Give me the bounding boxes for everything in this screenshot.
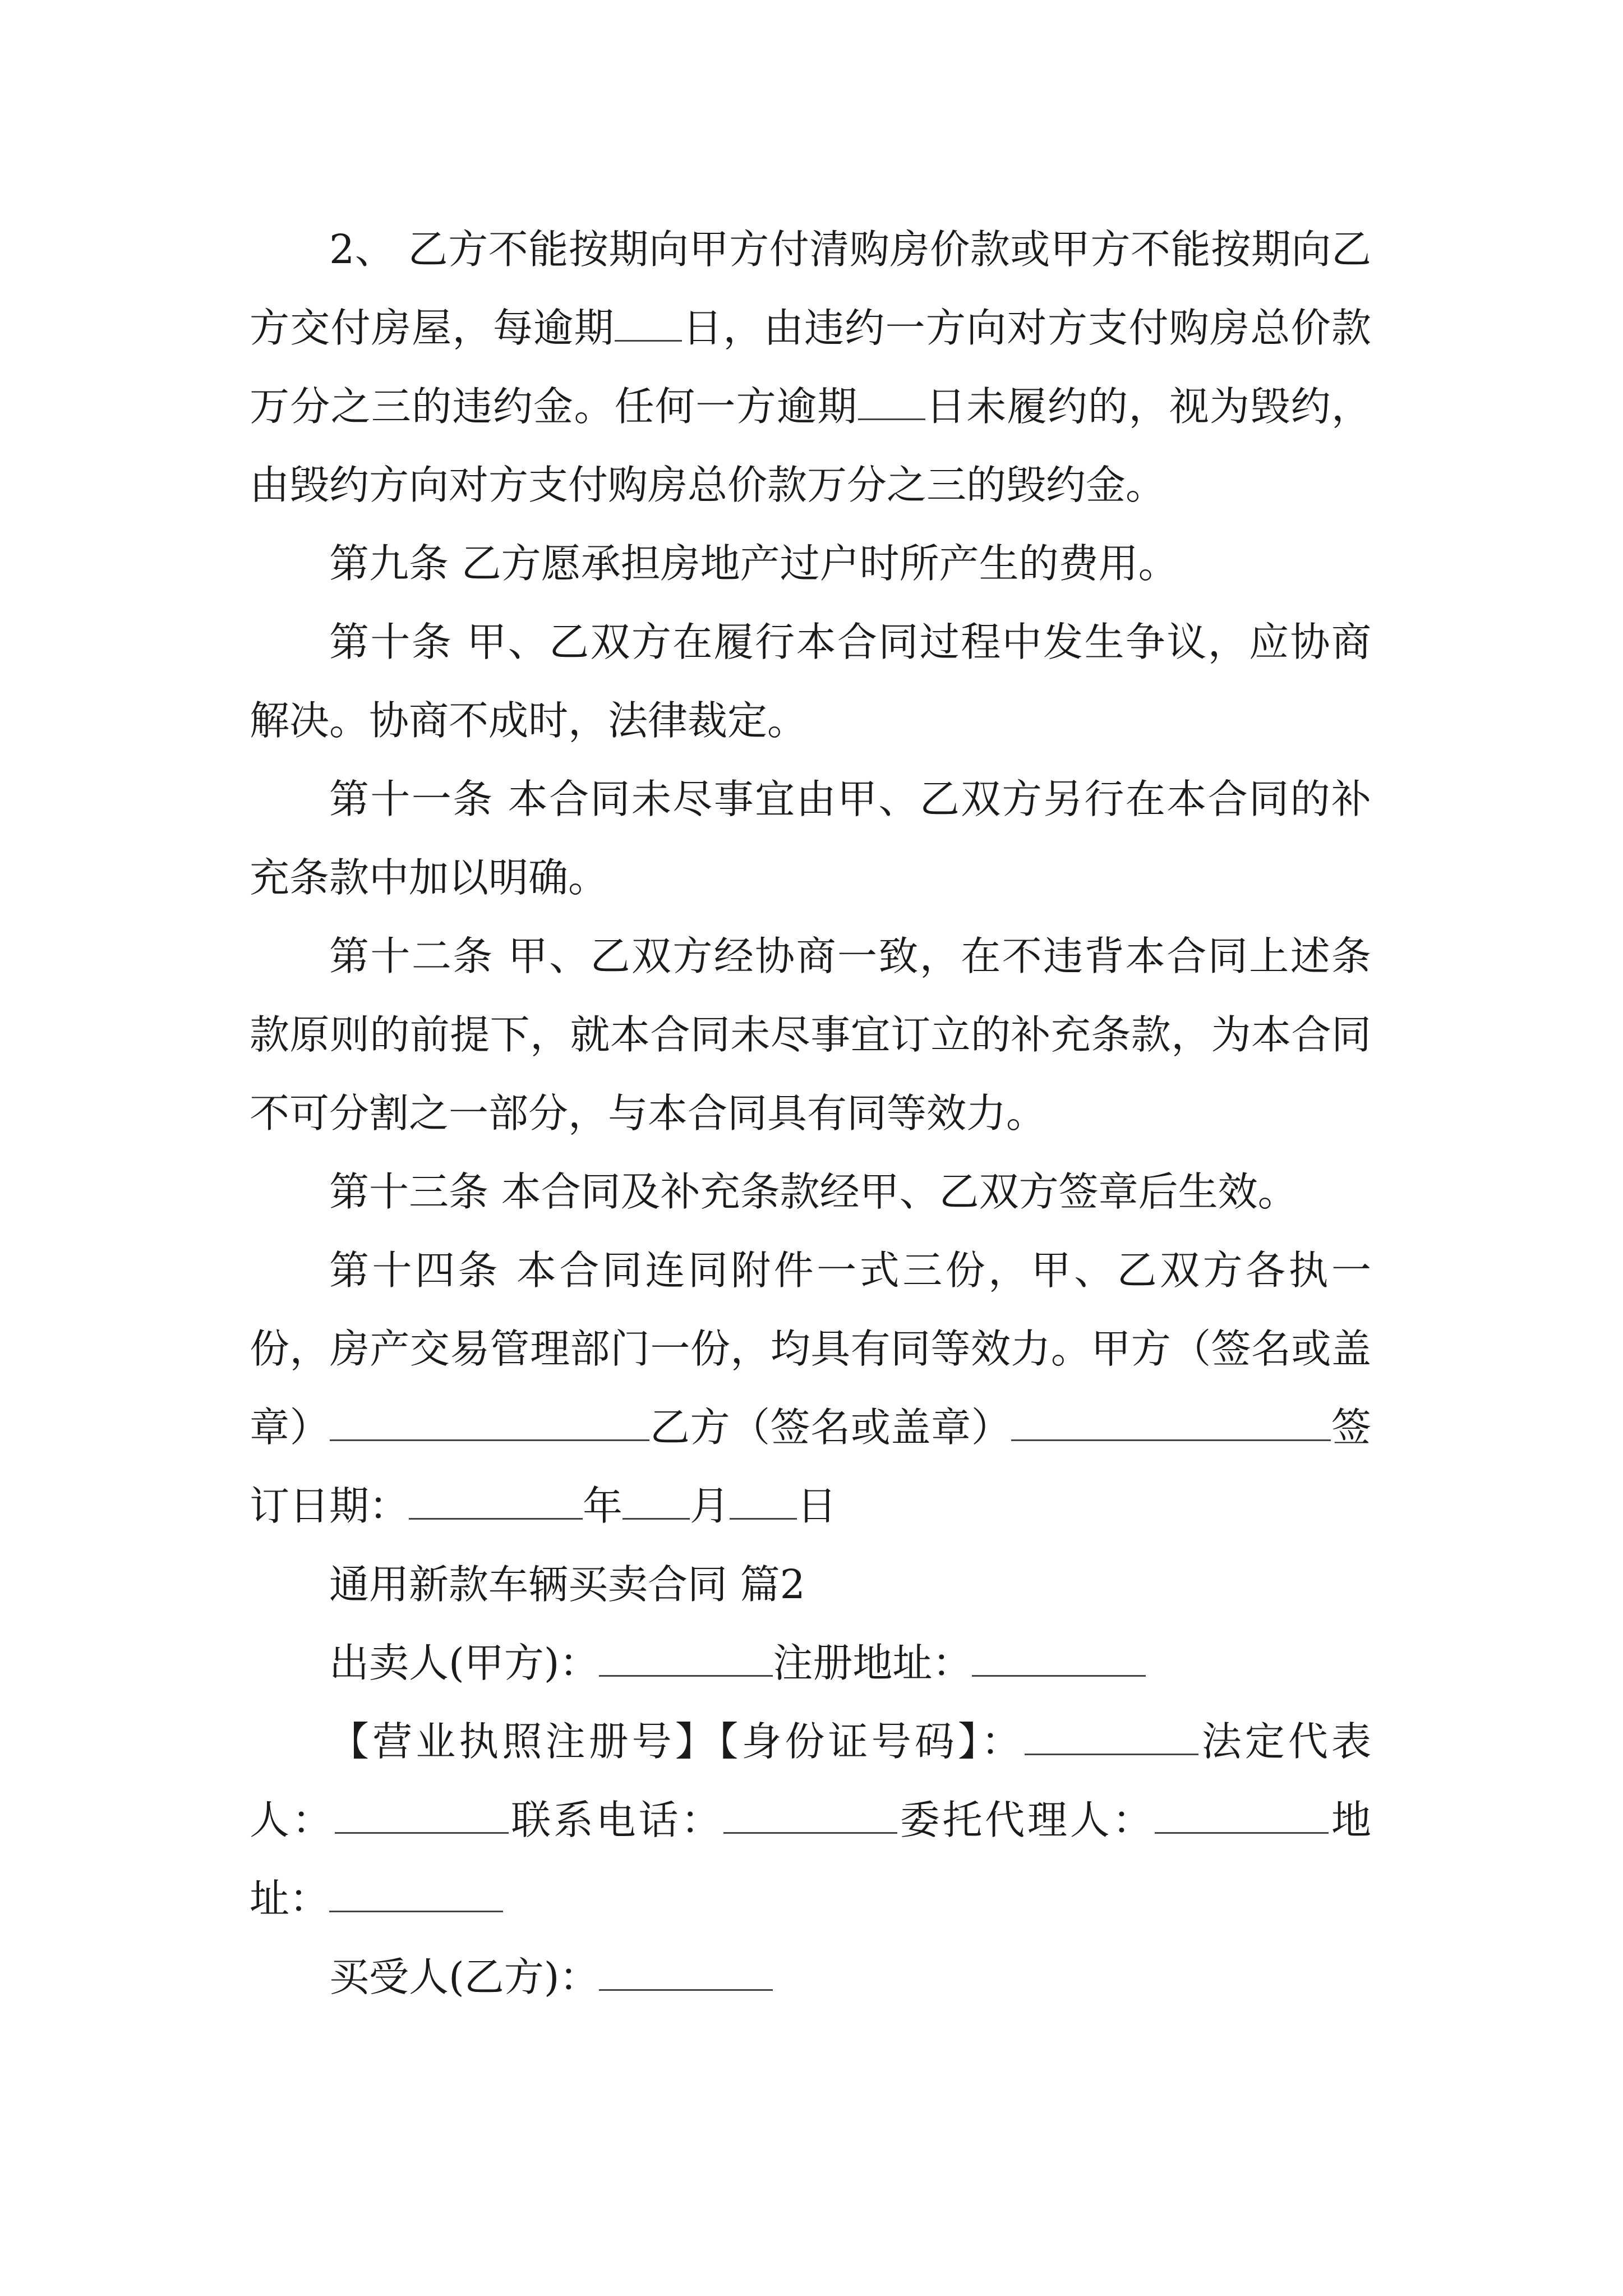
phone-blank <box>723 1798 897 1834</box>
registered-address-label: 注册地址： <box>773 1640 972 1686</box>
agent-label: 委托代理人： <box>897 1797 1155 1843</box>
article-14-text-b: 乙方（签名或盖章） <box>649 1404 1012 1451</box>
buyer-paragraph <box>250 1938 1371 2017</box>
clause-2-text-c: 日未履约的，视为毁约，由毁约方向对方支付购房总价款万分之三的毁约金。 <box>250 383 1371 508</box>
license-id-blank <box>1025 1720 1198 1755</box>
article-14-text-a: 第十四条 本合同连同附件一式三份，甲、乙双方各执一份，房产交易管理部门一份，均具有同等效力。甲方（签名或盖章） <box>250 1247 1371 1451</box>
article-9-paragraph: 第九条 乙方愿承担房地产过户时所产生的费用。 <box>329 540 1178 587</box>
legal-representative-label: 法定代表人： <box>250 1718 1371 1843</box>
buyer-blank <box>599 1955 773 1991</box>
address-label: 地址： <box>250 1797 1371 1922</box>
sign-date-label: 签订日期： <box>250 1404 1371 1529</box>
blank-line <box>615 306 682 342</box>
legal-representative-blank <box>335 1798 509 1834</box>
article-12-paragraph: 第十二条 甲、乙双方经协商一致，在不违背本合同上述条款原则的前提下，就本合同未尽事宜订立的补充条款，为本合同不可分割之一部分，与本合同具有同等效力。 <box>250 933 1371 1137</box>
party-b-signature-blank <box>1011 1406 1331 1441</box>
article-14-paragraph <box>250 1231 1371 1545</box>
day-blank <box>730 1484 797 1520</box>
seller-label: 出卖人(甲方)： <box>329 1640 600 1686</box>
buyer-label: 买受人(乙方)： <box>329 1954 600 2000</box>
seller-paragraph <box>250 1624 1371 1703</box>
article-11-paragraph: 第十一条 本合同未尽事宜由甲、乙双方另行在本合同的补充条款中加以明确。 <box>250 776 1371 901</box>
year-label: 年 <box>583 1483 623 1529</box>
month-label: 月 <box>690 1483 730 1529</box>
address-blank <box>329 1877 503 1912</box>
registered-address-blank <box>972 1641 1146 1677</box>
agent-blank <box>1155 1798 1329 1834</box>
phone-label: 联系电话： <box>508 1797 723 1843</box>
year-blank <box>409 1484 583 1520</box>
day-label: 日 <box>797 1483 837 1529</box>
article-10-paragraph: 第十条 甲、乙双方在履行本合同过程中发生争议，应协商解决。协商不成时，法律裁定。 <box>250 619 1371 744</box>
license-id-label: 【营业执照注册号】【身份证号码】： <box>329 1718 1025 1765</box>
seller-details-paragraph <box>250 1703 1371 1938</box>
month-blank <box>623 1484 690 1520</box>
clause-2-text-a: 2、 乙方不能按期向甲方付清购房价款或甲方不能按期向乙方交付房屋，每逾期 <box>250 226 1371 351</box>
clause-2-paragraph <box>250 210 1371 524</box>
seller-blank <box>599 1641 773 1677</box>
article-13-paragraph: 第十三条 本合同及补充条款经甲、乙双方签章后生效。 <box>329 1168 1298 1215</box>
blank-line <box>858 385 925 420</box>
clause-2-text-b: 日，由违约一方向对方支付购房总价款万分之三的违约金。任何一方逾期 <box>250 305 1371 430</box>
section-heading: 通用新款车辆买卖合同 篇2 <box>329 1561 805 1608</box>
party-a-signature-blank <box>330 1406 649 1441</box>
document-page <box>250 210 1371 2017</box>
